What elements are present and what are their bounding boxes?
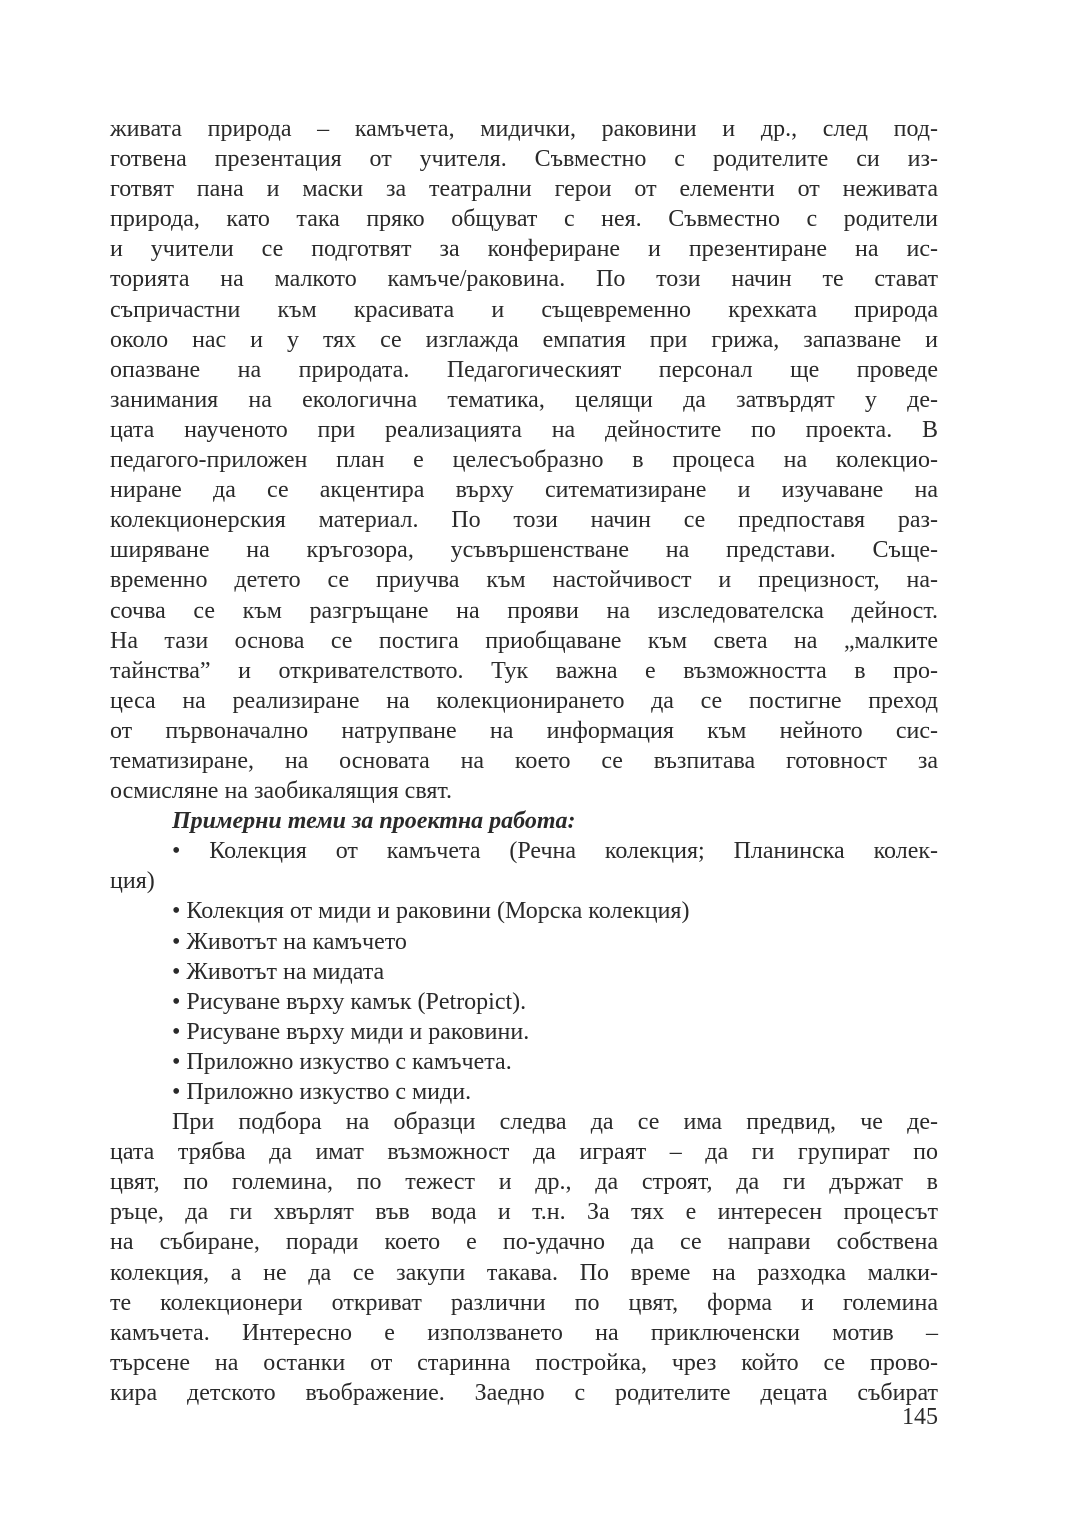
- text-line: осмисляне на заобикалящия свят.: [110, 778, 453, 805]
- text-line: цата трябва да имат възможност да играят – да ги групират по: [110, 1139, 938, 1166]
- text-line: камъчета. Интересно е използването на приключенски мотив –: [110, 1319, 938, 1346]
- list-item: • Колекция от миди и раковини (Морска колекция): [172, 898, 690, 925]
- text-line: педагого-приложен план е целесъобразно в процеса на колекцио-: [110, 447, 938, 474]
- text-line: торията на малкото камъче/раковина. По този начин те стават: [110, 266, 938, 293]
- list-item: • Рисуване върху камък (Petropict).: [172, 988, 527, 1015]
- text-line: готвят пана и маски за театрални герои от елементи от неживата: [110, 176, 938, 203]
- page-body: [110, 114, 938, 1408]
- text-line: природа, като така пряко общуват с нея. Съвместно с родители: [110, 206, 938, 233]
- list-item: • Приложно изкуство с миди.: [172, 1079, 472, 1105]
- topics-heading: Примерни теми за проектна работа:: [172, 808, 576, 835]
- text-line: те колекционери откриват различни по цвят, форма и големина: [110, 1289, 938, 1316]
- list-item: • Животът на камъчето: [172, 928, 407, 955]
- text-line: цата наученото при реализацията на дейностите по проекта. В: [110, 416, 938, 443]
- text-line: На тази основа се постига приобщаване към света на „малките: [110, 627, 938, 654]
- text-line: цвят, по големина, по тежест и др., да строят, да ги държат в: [110, 1169, 938, 1196]
- text-line: временно детето се приучва към настойчивост и прецизност, на-: [110, 567, 938, 594]
- text-line: ниране да се акцентира върху ситематизиране и изучаване на: [110, 477, 938, 504]
- text-line: от първоначално натрупване на информация към нейното сис-: [110, 717, 938, 744]
- text-line: ръце, да ги хвърлят във вода и т.н. За тях е интересен процесът: [110, 1199, 938, 1226]
- list-item-continuation: ция): [110, 868, 155, 895]
- paragraph-1: [110, 114, 938, 806]
- text-line: цеса на реализиране на колекционирането да се постигне преход: [110, 687, 938, 714]
- topics-list: [110, 836, 938, 1107]
- text-line: колекционерския материал. По този начин се предпоставя раз-: [110, 507, 938, 534]
- text-line: колекция, а не да се закупи такава. По време на разходка малки-: [110, 1259, 938, 1286]
- list-item: • Рисуване върху миди и раковини.: [172, 1018, 530, 1045]
- paragraph-2: [110, 1107, 938, 1408]
- text-line: около нас и у тях се изглажда емпатия при грижа, запазване и: [110, 326, 938, 353]
- text-line: готвена презентация от учителя. Съвместно с родителите си из-: [110, 146, 938, 173]
- text-line: занимания на екологична тематика, целящи да затвърдят у де-: [110, 386, 938, 413]
- list-item: • Приложно изкуство с камъчета.: [172, 1048, 512, 1075]
- text-line: тайнства” и откривателството. Тук важна е възможността в про-: [110, 657, 938, 684]
- text-line: живата природа – камъчета, мидички, раковини и др., след под-: [110, 116, 938, 142]
- text-line: ширяване на кръгозора, усъвършенстване на представи. Съще-: [110, 537, 938, 564]
- page-number: 145: [902, 1404, 938, 1430]
- text-line: съпричастни към красивата и същевременно крехката природа: [110, 296, 938, 323]
- text-line: тематизиране, на основата на което се възпитава готовност за: [110, 747, 938, 774]
- list-item: • Животът на мидата: [172, 958, 385, 985]
- text-line: опазване на природата. Педагогическият персонал ще проведе: [110, 356, 938, 383]
- list-item: • Колекция от камъчета (Речна колекция; Планинска колек-: [172, 838, 938, 865]
- text-line: сочва се към разгръщане на прояви на изследователска дейност.: [110, 597, 938, 624]
- text-line: кира детското въображение. Заедно с родителите децата събират: [110, 1379, 938, 1406]
- text-line: и учители се подготвят за конфериране и презентиране на ис-: [110, 236, 938, 263]
- text-line: търсене на останки от старинна постройка, чрез който се прово-: [110, 1349, 938, 1376]
- text-line: При подбора на образци следва да се има предвид, че де-: [172, 1109, 938, 1136]
- text-line: на събиране, поради което е по-удачно да се направи собствена: [110, 1229, 938, 1256]
